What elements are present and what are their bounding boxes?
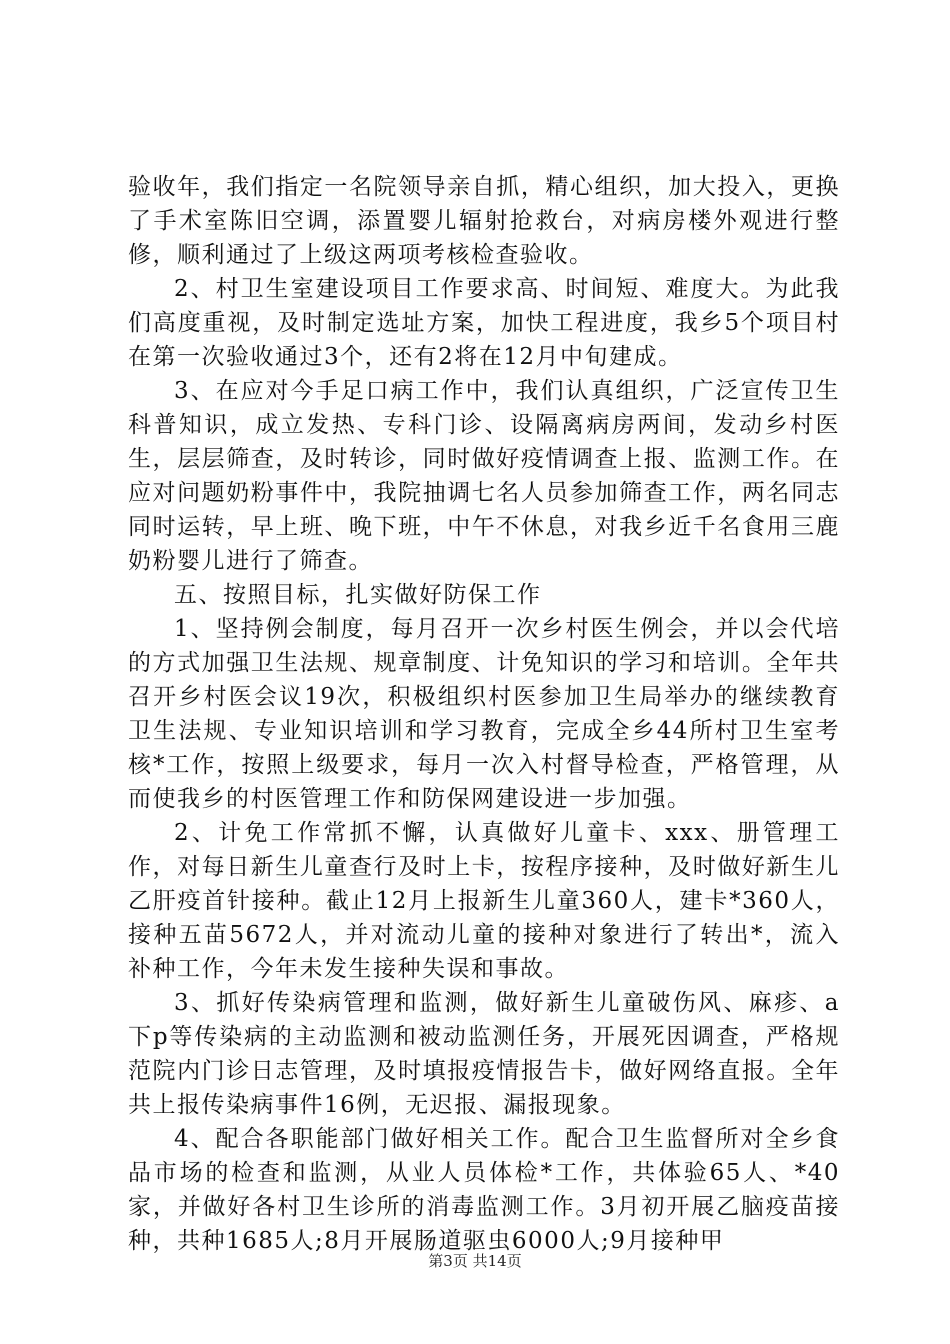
document-body	[128, 170, 840, 1258]
paragraph-item-4: 4、配合各职能部门做好相关工作。配合卫生监督所对全乡食品市场的检查和监测，从业人员体检*工作，共体验65人、*40家，并做好各村卫生诊所的消毒监测工作。3月初开展乙脑疫苗接种，共种1685人;8月开展肠道驱虫6000人;9月接种甲	[128, 1126, 840, 1254]
section-heading: 五、按照目标，扎实做好防保工作	[174, 582, 542, 608]
paragraph-item-1: 1、坚持例会制度，每月召开一次乡村医生例会，并以会代培的方式加强卫生法规、规章制度、计免知识的学习和培训。全年共召开乡村医会议19次，积极组织村医参加卫生局举办的继续教育卫生法规、专业知识培训和学习教育，完成全乡44所村卫生室考核*工作，按照上级要求，每月一次入村督导检查，严格管理，从而使我乡的村医管理工作和防保网建设进一步加强。	[128, 616, 840, 812]
page-footer: 第3页 共14页	[428, 1252, 522, 1270]
paragraph-item-2b: 2、计免工作常抓不懈，认真做好儿童卡、xxx、册管理工作，对每日新生儿童查行及时上卡，按程序接种，及时做好新生儿乙肝疫首针接种。截止12月上报新生儿童360人，建卡*360人，接种五苗5672人，并对流动儿童的接种对象进行了转出*，流入补种工作，今年未发生接种失误和事故。	[128, 820, 840, 982]
paragraph-item-3: 3、在应对今手足口病工作中，我们认真组织，广泛宣传卫生科普知识，成立发热、专科门诊、设隔离病房两间，发动乡村医生，层层筛查，及时转诊，同时做好疫情调查上报、监测工作。在应对问题奶粉事件中，我院抽调七名人员参加筛查工作，两名同志同时运转，早上班、晚下班，中午不休息，对我乡近千名食用三鹿奶粉婴儿进行了筛查。	[128, 378, 840, 574]
paragraph-continued: 验收年，我们指定一名院领导亲自抓，精心组织，加大投入，更换了手术室陈旧空调，添置婴儿辐射抢救台，对病房楼外观进行整修，顺利通过了上级这两项考核检查验收。	[128, 174, 840, 268]
paragraph-item-2: 2、村卫生室建设项目工作要求高、时间短、难度大。为此我们高度重视，及时制定选址方案，加快工程进度，我乡5个项目村在第一次验收通过3个，还有2将在12月中旬建成。	[128, 276, 840, 370]
paragraph-item-3b: 3、抓好传染病管理和监测，做好新生儿童破伤风、麻疹、a下p等传染病的主动监测和被动监测任务，开展死因调查，严格规范院内门诊日志管理，及时填报疫情报告卡，做好网络直报。全年共上报传染病事件16例，无迟报、漏报现象。	[128, 990, 840, 1118]
